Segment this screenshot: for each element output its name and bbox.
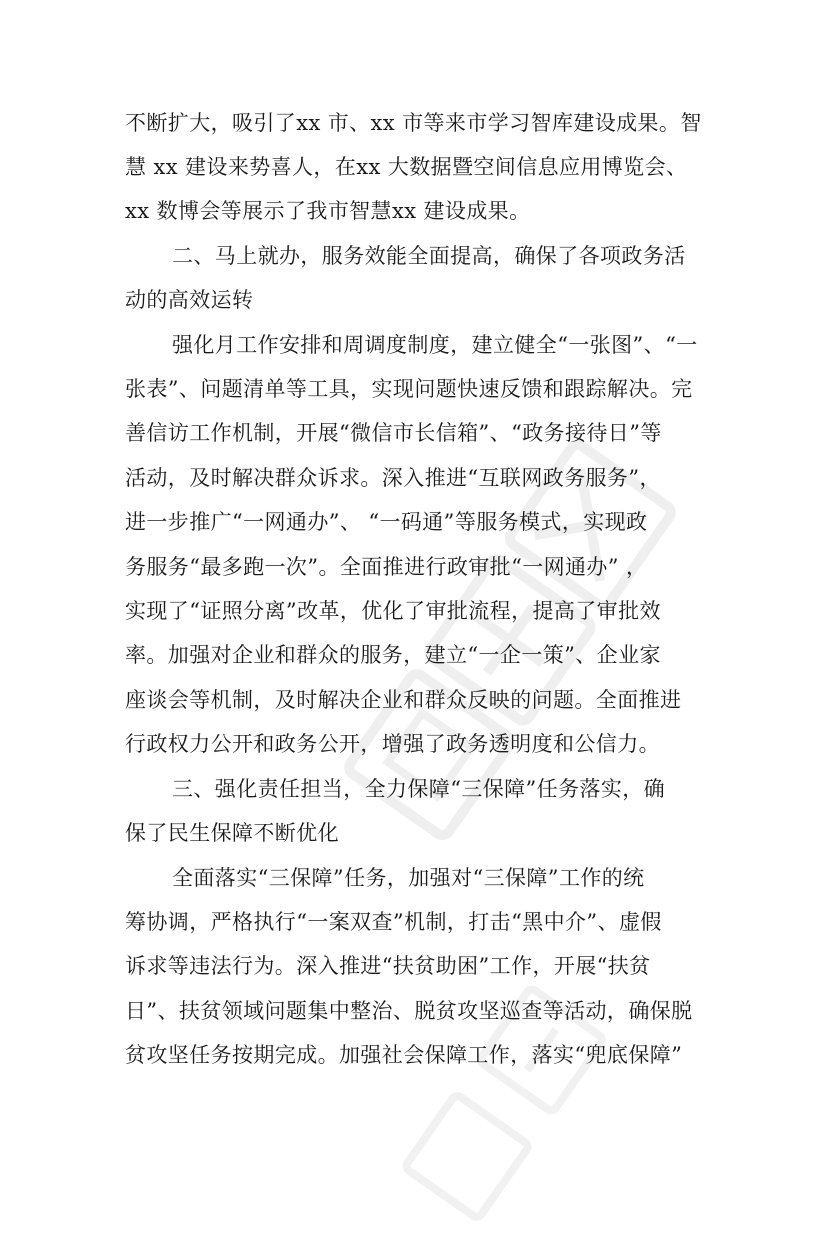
paragraph-line: 张表”、问题清单等工具，实现问题快速反馈和跟踪解决。完	[125, 377, 693, 401]
paragraph-line: 筹协调，严格执行“一案双查”机制，打击“黑中介”、虚假	[125, 910, 662, 934]
section-heading-line: 保了民生保障不断优化	[125, 821, 339, 845]
section-heading-line: 二、马上就办，服务效能全面提高，确保了各项政务活	[172, 244, 686, 268]
paragraph-line: 实现了“证照分离”改革，优化了审批流程，提高了审批效	[125, 599, 661, 623]
paragraph-line: 慧 xx 建设来势喜人，在xx 大数据暨空间信息应用博览会、	[125, 155, 688, 179]
paragraph-line: 诉求等违法行为。深入推进“扶贫助困”工作，开展“扶贫	[125, 954, 651, 978]
paragraph-line: 不断扩大，吸引了xx 市、xx 市等来市学习智库建设成果。智	[125, 111, 702, 135]
paragraph-line: 务服务“最多跑一次”。全面推进行政审批“一网通办” ，	[125, 555, 648, 579]
paragraph-line: 全面落实“三保障”任务，加强对“三保障”工作的统	[172, 866, 645, 890]
paragraph-line: 行政权力公开和政务公开，增强了政务透明度和公信力。	[125, 732, 660, 756]
paragraph-line: 日”、扶贫领域问题集中整治、脱贫攻坚巡查等活动，确保脱	[125, 999, 693, 1023]
paragraph-line: 强化月工作安排和周调度制度，建立健全“一张图”、“一	[172, 333, 698, 357]
paragraph-line: 善信访工作机制，开展“微信市长信箱”、“政务接待日”等	[125, 421, 662, 445]
section-heading-line: 三、强化责任担当，全力保障“三保障”任务落实，确	[172, 777, 666, 801]
paragraph-line: 座谈会等机制，及时解决企业和群众反映的问题。全面推进	[125, 688, 682, 712]
paragraph-line: 贫攻坚任务按期完成。加强社会保障工作，落实“兜底保障”	[125, 1043, 683, 1067]
paragraph-line: 率。加强对企业和群众的服务，建立“一企一策”、企业家	[125, 643, 661, 667]
section-heading-line: 动的高效运转	[125, 288, 254, 312]
paragraph-line: 进一步推广“一网通办”、 “一码通”等服务模式，实现政	[125, 510, 648, 534]
paragraph-line: xx 数博会等展示了我市智慧xx 建设成果。	[125, 199, 531, 223]
paragraph-line: 活动，及时解决群众诉求。深入推进“互联网政务服务”，	[125, 466, 661, 490]
